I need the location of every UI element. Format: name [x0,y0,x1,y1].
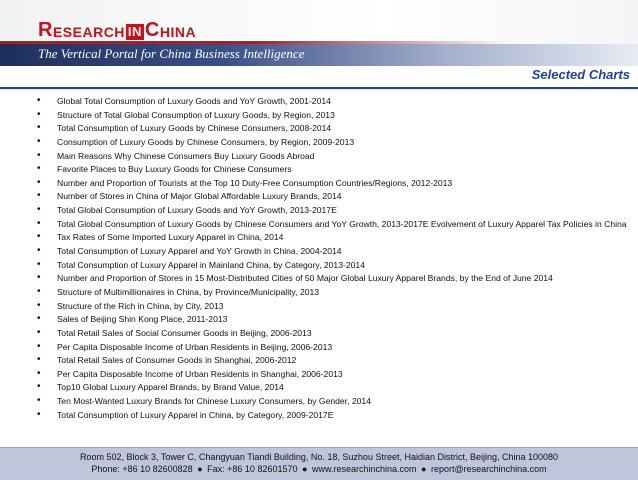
chart-list [0,96,638,423]
logo-word-in: IN [127,24,142,39]
footer-contact [0,464,638,475]
chart-list-item: • Favorite Places to Buy Luxury Goods for Chinese Consumers [0,164,638,175]
footer-address: Room 502, Block 3, Tower C, Changyuan Tiandi Building, No. 18, Suzhou Street, Haidian District, Beijing, China 100080 [79,452,559,462]
chart-list-item: • Total Consumption of Luxury Apparel in Mainland China, by Category, 2013-2014 [0,260,638,271]
logo-red-strip [0,41,638,44]
header-banner [0,0,638,66]
chart-list-item: • Per Capita Disposable Income of Urban Residents in Shanghai, 2006-2013 [0,369,638,380]
bullet-icon: ● [421,464,427,474]
footer-email-link[interactable]: report@researchinchina.com [430,464,547,474]
title-divider [0,87,638,89]
chart-list-item: • Total Consumption of Luxury Goods by Chinese Consumers, 2008-2014 [0,123,638,134]
chart-list-item: • Number of Stores in China of Major Global Affordable Luxury Brands, 2014 [0,191,638,202]
logo-word-hina: HINA [159,24,197,40]
chart-list-item: • Sales of Beijing Shin Kong Place, 2011-2013 [0,314,638,325]
chart-list-item: • Total Global Consumption of Luxury Goods and YoY Growth, 2013-2017E [0,205,638,216]
chart-list-item: • Total Global Consumption of Luxury Goods by Chinese Consumers and YoY Growth, 2013-2017E Evolvement of Luxury Apparel Tax Policies in China [0,219,638,230]
chart-list-item: • Total Consumption of Luxury Apparel in China, by Category, 2009-2017E [0,410,638,421]
bullet-icon: ● [302,464,308,474]
footer-fax: Fax: +86 10 82601570 [207,464,298,474]
logo-word-esearch: ESEARCH [52,24,125,40]
chart-list-item: • Ten Most-Wanted Luxury Brands for Chinese Luxury Consumers, by Gender, 2014 [0,396,638,407]
chart-list-item: • Main Reasons Why Chinese Consumers Buy Luxury Goods Abroad [0,151,638,162]
logo-letter-r: R [38,19,53,41]
page-title: Selected Charts [531,67,630,82]
footer [0,447,638,480]
chart-list-item: • Top10 Global Luxury Apparel Brands, by Brand Value, 2014 [0,382,638,393]
footer-website-link[interactable]: www.researchinchina.com [311,464,417,474]
chart-list-item: • Structure of Multimillionaires in China, by Province/Municipality, 2013 [0,287,638,298]
chart-list-item: • Structure of Total Global Consumption of Luxury Goods, by Region, 2013 [0,110,638,121]
chart-list-item: • Structure of the Rich in China, by City, 2013 [0,301,638,312]
chart-list-item: • Consumption of Luxury Goods by Chinese Consumers, by Region, 2009-2013 [0,137,638,148]
researchinchina-logo[interactable] [38,18,196,40]
chart-list-item: • Total Retail Sales of Consumer Goods in Shanghai, 2006-2012 [0,355,638,366]
chart-list-item: • Tax Rates of Some Imported Luxury Apparel in China, 2014 [0,232,638,243]
chart-list-item: • Number and Proportion of Stores in 15 Most-Distributed Cities of 50 Major Global Luxury Apparel Brands, by the End of June 2014 [0,273,638,284]
chart-list-item: • Total Retail Sales of Social Consumer Goods in Beijing, 2006-2013 [0,328,638,339]
chart-list-item: • Number and Proportion of Tourists at the Top 10 Duty-Free Consumption Countries/Regions, 2012-2013 [0,178,638,189]
chart-list-item: • Total Consumption of Luxury Apparel and YoY Growth in China, 2004-2014 [0,246,638,257]
footer-phone: Phone: +86 10 82600828 [91,464,193,474]
chart-list-item: • Global Total Consumption of Luxury Goods and YoY Growth, 2001-2014 [0,96,638,107]
tagline: The Vertical Portal for China Business Intelligence [38,46,305,61]
logo-letter-c: C [144,19,160,41]
bullet-icon: ● [197,464,203,474]
chart-list-item: • Per Capita Disposable Income of Urban Residents in Beijing, 2006-2013 [0,342,638,353]
